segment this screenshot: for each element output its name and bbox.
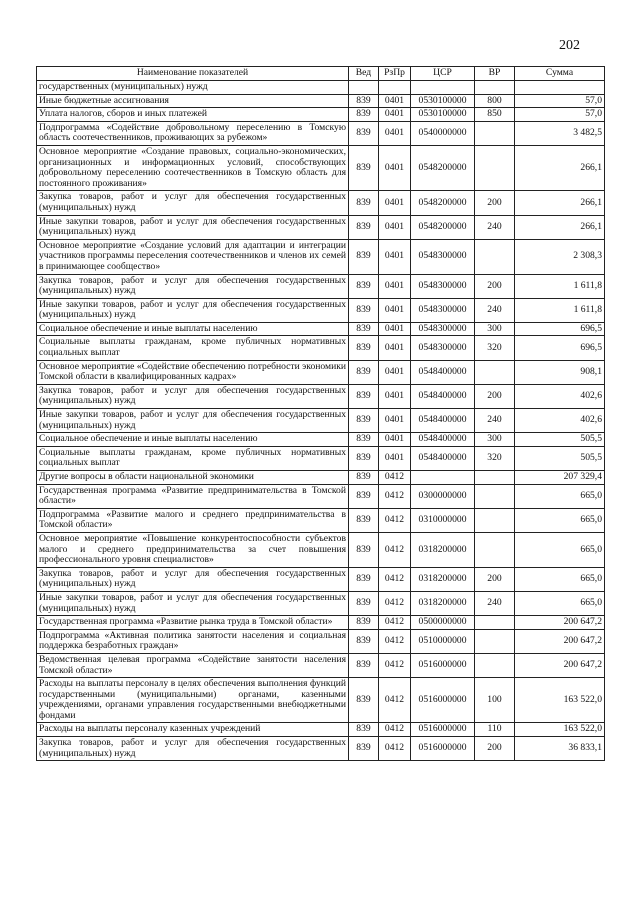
cell-csr: 0548200000 [411, 215, 475, 239]
cell-sum: 505,5 [515, 433, 605, 447]
table-row [37, 191, 605, 215]
cell-csr: 0540000000 [411, 121, 475, 145]
cell-ved: 839 [349, 384, 379, 408]
cell-vr: 300 [475, 433, 515, 447]
cell-sum: 207 329,4 [515, 471, 605, 485]
cell-vr [475, 484, 515, 508]
cell-csr: 0516000000 [411, 737, 475, 761]
cell-vr: 240 [475, 591, 515, 615]
cell-csr: 0510000000 [411, 629, 475, 653]
table-row [37, 108, 605, 122]
table-row [37, 567, 605, 591]
budget-table [36, 66, 605, 761]
cell-sum: 200 647,2 [515, 629, 605, 653]
cell-ved [349, 81, 379, 95]
cell-csr: 0500000000 [411, 616, 475, 630]
cell-ved: 839 [349, 409, 379, 433]
table-row [37, 322, 605, 336]
table-row [37, 81, 605, 95]
cell-ved: 839 [349, 274, 379, 298]
cell-csr: 0548300000 [411, 322, 475, 336]
cell-ved: 839 [349, 653, 379, 677]
cell-csr: 0318200000 [411, 532, 475, 567]
table-header-row [37, 67, 605, 81]
cell-vr: 200 [475, 384, 515, 408]
cell-vr: 240 [475, 215, 515, 239]
cell-vr [475, 616, 515, 630]
cell-ved: 839 [349, 532, 379, 567]
cell-sum: 908,1 [515, 360, 605, 384]
cell-vr: 300 [475, 322, 515, 336]
header-sum: Сумма [515, 67, 605, 81]
cell-name: Подпрограмма «Активная политика занятости населения и социальная поддержка безработных граждан» [37, 629, 349, 653]
cell-csr: 0530100000 [411, 94, 475, 108]
cell-rzpr: 0401 [379, 145, 411, 190]
cell-sum: 505,5 [515, 446, 605, 470]
cell-name: Иные бюджетные ассигнования [37, 94, 349, 108]
cell-rzpr: 0401 [379, 215, 411, 239]
cell-rzpr [379, 81, 411, 95]
cell-vr: 100 [475, 678, 515, 723]
cell-ved: 839 [349, 215, 379, 239]
table-body [37, 81, 605, 761]
cell-name: Уплата налогов, сборов и иных платежей [37, 108, 349, 122]
cell-sum: 57,0 [515, 94, 605, 108]
table-row [37, 532, 605, 567]
table-row [37, 360, 605, 384]
cell-rzpr: 0401 [379, 384, 411, 408]
cell-csr: 0310000000 [411, 508, 475, 532]
cell-name: Социальные выплаты гражданам, кроме публичных нормативных социальных выплат [37, 336, 349, 360]
cell-name: Расходы на выплаты персоналу казенных учреждений [37, 723, 349, 737]
cell-sum: 266,1 [515, 191, 605, 215]
cell-vr: 110 [475, 723, 515, 737]
cell-csr: 0548400000 [411, 360, 475, 384]
table-row [37, 629, 605, 653]
cell-name: Иные закупки товаров, работ и услуг для обеспечения государственных (муниципальных) нужд [37, 591, 349, 615]
cell-rzpr: 0412 [379, 629, 411, 653]
cell-ved: 839 [349, 446, 379, 470]
table-row [37, 274, 605, 298]
cell-ved: 839 [349, 737, 379, 761]
cell-name: государственных (муниципальных) нужд [37, 81, 349, 95]
cell-rzpr: 0401 [379, 191, 411, 215]
cell-name: Закупка товаров, работ и услуг для обеспечения государственных (муниципальных) нужд [37, 567, 349, 591]
cell-vr: 240 [475, 298, 515, 322]
cell-sum: 36 833,1 [515, 737, 605, 761]
table-row [37, 239, 605, 274]
cell-ved: 839 [349, 298, 379, 322]
cell-ved: 839 [349, 336, 379, 360]
cell-ved: 839 [349, 239, 379, 274]
cell-rzpr: 0412 [379, 653, 411, 677]
cell-rzpr: 0401 [379, 409, 411, 433]
table-row [37, 653, 605, 677]
cell-ved: 839 [349, 471, 379, 485]
cell-sum: 163 522,0 [515, 678, 605, 723]
cell-name: Государственная программа «Развитие предпринимательства в Томской области» [37, 484, 349, 508]
table-row [37, 737, 605, 761]
cell-name: Закупка товаров, работ и услуг для обеспечения государственных (муниципальных) нужд [37, 274, 349, 298]
cell-rzpr: 0401 [379, 274, 411, 298]
header-rzpr: РзПр [379, 67, 411, 81]
cell-csr: 0548200000 [411, 145, 475, 190]
cell-rzpr: 0401 [379, 322, 411, 336]
cell-sum: 200 647,2 [515, 616, 605, 630]
cell-sum: 1 611,8 [515, 298, 605, 322]
cell-sum: 696,5 [515, 336, 605, 360]
cell-sum: 665,0 [515, 532, 605, 567]
table-row [37, 591, 605, 615]
cell-sum: 402,6 [515, 384, 605, 408]
cell-csr: 0300000000 [411, 484, 475, 508]
cell-csr: 0548200000 [411, 191, 475, 215]
cell-sum: 1 611,8 [515, 274, 605, 298]
cell-name: Закупка товаров, работ и услуг для обеспечения государственных (муниципальных) нужд [37, 737, 349, 761]
table-row [37, 409, 605, 433]
cell-rzpr: 0401 [379, 336, 411, 360]
cell-rzpr: 0412 [379, 484, 411, 508]
cell-ved: 839 [349, 629, 379, 653]
cell-name: Иные закупки товаров, работ и услуг для обеспечения государственных (муниципальных) нужд [37, 409, 349, 433]
cell-name: Закупка товаров, работ и услуг для обеспечения государственных (муниципальных) нужд [37, 191, 349, 215]
cell-rzpr: 0412 [379, 616, 411, 630]
cell-vr: 200 [475, 191, 515, 215]
cell-csr: 0516000000 [411, 653, 475, 677]
cell-ved: 839 [349, 484, 379, 508]
cell-rzpr: 0401 [379, 433, 411, 447]
cell-csr [411, 471, 475, 485]
cell-sum: 2 308,3 [515, 239, 605, 274]
cell-vr [475, 145, 515, 190]
cell-vr: 850 [475, 108, 515, 122]
cell-ved: 839 [349, 121, 379, 145]
cell-name: Основное мероприятие «Создание условий для адаптации и интеграции участников программы переселения соотечественников и членов их семей в принимающее сообщество» [37, 239, 349, 274]
table-row [37, 616, 605, 630]
cell-name: Социальное обеспечение и иные выплаты населению [37, 322, 349, 336]
cell-csr: 0318200000 [411, 591, 475, 615]
cell-vr [475, 360, 515, 384]
cell-csr: 0548400000 [411, 433, 475, 447]
cell-sum: 266,1 [515, 145, 605, 190]
cell-rzpr: 0412 [379, 532, 411, 567]
cell-vr [475, 629, 515, 653]
cell-vr [475, 81, 515, 95]
cell-name: Социальные выплаты гражданам, кроме публичных нормативных социальных выплат [37, 446, 349, 470]
cell-vr [475, 653, 515, 677]
cell-csr: 0548400000 [411, 384, 475, 408]
page-number: 202 [559, 38, 580, 53]
cell-ved: 839 [349, 591, 379, 615]
cell-name: Государственная программа «Развитие рынка труда в Томской области» [37, 616, 349, 630]
cell-sum: 266,1 [515, 215, 605, 239]
cell-rzpr: 0412 [379, 678, 411, 723]
cell-name: Закупка товаров, работ и услуг для обеспечения государственных (муниципальных) нужд [37, 384, 349, 408]
cell-name: Подпрограмма «Содействие добровольному переселению в Томскую область соотечественников, проживающих за рубежом» [37, 121, 349, 145]
cell-rzpr: 0412 [379, 508, 411, 532]
cell-rzpr: 0401 [379, 360, 411, 384]
cell-sum: 57,0 [515, 108, 605, 122]
cell-ved: 839 [349, 360, 379, 384]
cell-sum [515, 81, 605, 95]
cell-vr: 320 [475, 336, 515, 360]
cell-vr: 320 [475, 446, 515, 470]
cell-csr: 0318200000 [411, 567, 475, 591]
cell-vr: 200 [475, 274, 515, 298]
table-row [37, 678, 605, 723]
cell-ved: 839 [349, 191, 379, 215]
header-csr: ЦСР [411, 67, 475, 81]
cell-csr [411, 81, 475, 95]
cell-sum: 200 647,2 [515, 653, 605, 677]
table-row [37, 508, 605, 532]
table-row [37, 384, 605, 408]
table-row [37, 121, 605, 145]
cell-rzpr: 0401 [379, 108, 411, 122]
table-row [37, 723, 605, 737]
cell-ved: 839 [349, 616, 379, 630]
cell-name: Расходы на выплаты персоналу в целях обеспечения выполнения функций государственными (муниципальными) органами, казенными учреждениями, органами управления государственными внебюджетными фондами [37, 678, 349, 723]
cell-name: Другие вопросы в области национальной экономики [37, 471, 349, 485]
cell-csr: 0548400000 [411, 409, 475, 433]
table-row [37, 215, 605, 239]
cell-rzpr: 0412 [379, 591, 411, 615]
cell-ved: 839 [349, 433, 379, 447]
cell-vr [475, 239, 515, 274]
cell-name: Основное мероприятие «Повышение конкурентоспособности субъектов малого и среднего предпринимательства за счет повышения профессионального уровня специалистов» [37, 532, 349, 567]
cell-ved: 839 [349, 108, 379, 122]
cell-sum: 665,0 [515, 567, 605, 591]
cell-csr: 0548300000 [411, 274, 475, 298]
table-row [37, 484, 605, 508]
cell-name: Основное мероприятие «Содействие обеспечению потребности экономики Томской области в квалифицированных кадрах» [37, 360, 349, 384]
table-row [37, 471, 605, 485]
cell-rzpr: 0401 [379, 239, 411, 274]
header-vr: ВР [475, 67, 515, 81]
cell-rzpr: 0412 [379, 567, 411, 591]
table-row [37, 94, 605, 108]
cell-vr: 800 [475, 94, 515, 108]
cell-ved: 839 [349, 678, 379, 723]
cell-name: Подпрограмма «Развитие малого и среднего предпринимательства в Томской области» [37, 508, 349, 532]
cell-name: Социальное обеспечение и иные выплаты населению [37, 433, 349, 447]
cell-ved: 839 [349, 723, 379, 737]
cell-csr: 0548400000 [411, 446, 475, 470]
cell-sum: 665,0 [515, 508, 605, 532]
cell-rzpr: 0412 [379, 471, 411, 485]
cell-rzpr: 0401 [379, 121, 411, 145]
cell-vr: 240 [475, 409, 515, 433]
cell-csr: 0548300000 [411, 336, 475, 360]
cell-ved: 839 [349, 145, 379, 190]
cell-rzpr: 0412 [379, 737, 411, 761]
header-name: Наименование показателей [37, 67, 349, 81]
cell-vr: 200 [475, 567, 515, 591]
cell-vr [475, 508, 515, 532]
cell-sum: 696,5 [515, 322, 605, 336]
cell-rzpr: 0401 [379, 94, 411, 108]
cell-vr [475, 121, 515, 145]
cell-csr: 0548300000 [411, 298, 475, 322]
cell-vr: 200 [475, 737, 515, 761]
cell-rzpr: 0401 [379, 298, 411, 322]
cell-name: Основное мероприятие «Создание правовых, социально-экономических, организационных и информационных условий, способствующих добровольному переселению соотечественников в Томскую область для постоянного проживания» [37, 145, 349, 190]
cell-sum: 665,0 [515, 484, 605, 508]
table-row [37, 336, 605, 360]
cell-rzpr: 0412 [379, 723, 411, 737]
cell-vr [475, 471, 515, 485]
cell-name: Иные закупки товаров, работ и услуг для обеспечения государственных (муниципальных) нужд [37, 215, 349, 239]
cell-csr: 0548300000 [411, 239, 475, 274]
table-row [37, 446, 605, 470]
cell-csr: 0516000000 [411, 723, 475, 737]
cell-vr [475, 532, 515, 567]
header-ved: Вед [349, 67, 379, 81]
cell-sum: 402,6 [515, 409, 605, 433]
cell-ved: 839 [349, 508, 379, 532]
cell-sum: 163 522,0 [515, 723, 605, 737]
cell-ved: 839 [349, 94, 379, 108]
cell-ved: 839 [349, 567, 379, 591]
cell-name: Ведомственная целевая программа «Содействие занятости населения Томской области» [37, 653, 349, 677]
table-row [37, 433, 605, 447]
cell-sum: 3 482,5 [515, 121, 605, 145]
cell-ved: 839 [349, 322, 379, 336]
table-row [37, 145, 605, 190]
cell-name: Иные закупки товаров, работ и услуг для обеспечения государственных (муниципальных) нужд [37, 298, 349, 322]
cell-csr: 0530100000 [411, 108, 475, 122]
cell-csr: 0516000000 [411, 678, 475, 723]
table-row [37, 298, 605, 322]
cell-rzpr: 0401 [379, 446, 411, 470]
cell-sum: 665,0 [515, 591, 605, 615]
